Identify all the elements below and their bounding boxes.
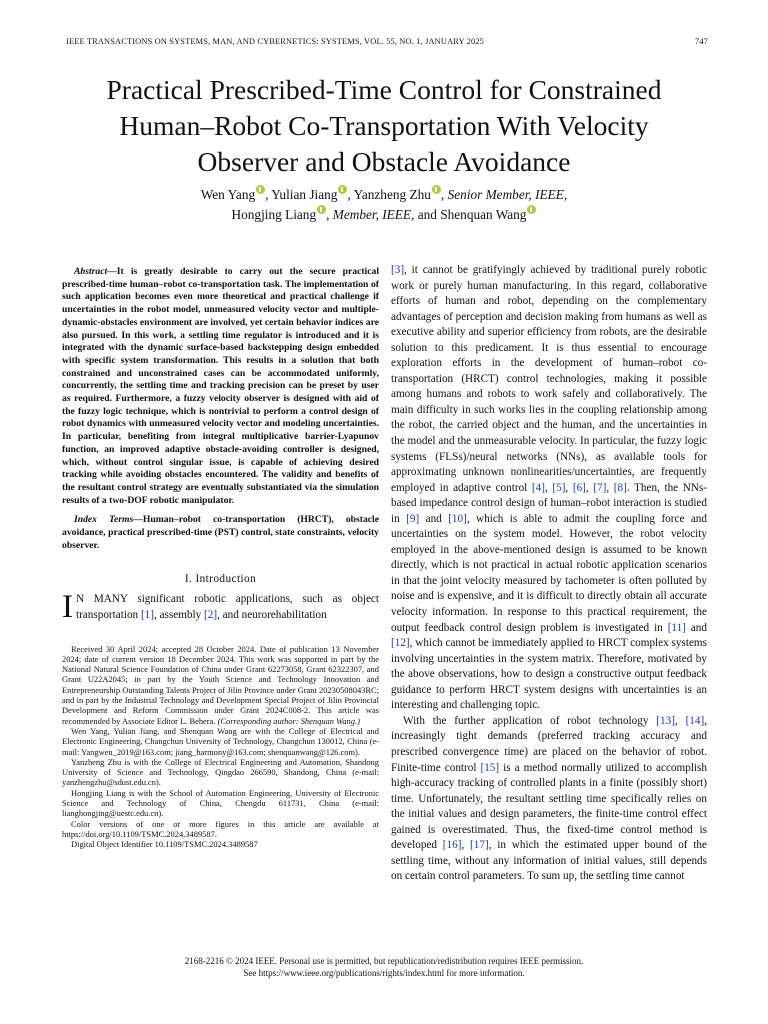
copyright-footer	[0, 955, 768, 979]
body-text: ,	[461, 839, 471, 852]
citation-link[interactable]: [16]	[442, 839, 462, 852]
author-name: Hongjing Liang	[231, 206, 317, 222]
footnotes	[62, 644, 379, 850]
running-header	[66, 37, 708, 46]
footnote-affiliation: Hongjing Liang is with the School of Automation Engineering, University of Electronic Science and Technology of China, Chengdu 611731, China (e-mail: lianghongjing@uestc.edu.cn).	[62, 787, 379, 819]
orcid-icon[interactable]	[527, 205, 536, 214]
abstract	[62, 266, 379, 507]
body-text: ,	[585, 481, 594, 494]
footnote-received: Received 30 April 2024; accepted 28 October 2024. Date of publication 13 November 2024; date of current version 18 December 2024. This work was supported in part by the National Natural Science Foundation of China under Grant 62273058, Grant 62322307, and Grant U22A2045; in part by the Youth Science and Technology Innovation and Entrepreneurship Outstanding Talents Project of Jilin Province under Grant 20230508043RC; and in part by the Industrial Technology and Development Special Project of Jilin Provincial Development and Reform Commission under Grant 2024C008-2. This article was recommended by Associate Editor L. Behera. (Corresponding author: Shenquan Wang.)	[62, 643, 379, 726]
author-name: Shenquan Wang	[440, 206, 527, 222]
citation-link[interactable]: [6]	[572, 481, 586, 494]
body-text: ,	[544, 481, 553, 494]
index-terms	[62, 514, 379, 552]
title-line-1: Practical Prescribed-Time Control for Constrained	[106, 74, 662, 105]
title-line-3: Observer and Obstacle Avoidance	[197, 146, 571, 177]
body-text: and	[685, 621, 707, 634]
body-text: , it cannot be gratifyingly achieved by traditional purely robotic work or purely human manufacturing. In this regard, collaborative efforts of human and robot, depending on the complementary advantages of perception and decision making from humans as well as executive ability and superior efficiency from robots, are the desirable solution to this predicament. It is thus essential to encourage exploration efforts in the development of human–robot co-transportation (HRCT) control technologies, making it possible among humans and robots to work safely and collaboratively. The main difficulty in such works lies in the coupling relationship among the robot, the carried object and the human, and the uncertainties in the model and the unmeasurable velocity. In particular, the fuzzy logic systems (FLSs)/neural networks (NNs), as available tools for approximating unknown nonlinearities/uncertainties, are frequently employed in adaptive control	[391, 264, 707, 494]
dropcap: I	[62, 589, 73, 626]
citation-link[interactable]: [1]	[140, 609, 154, 622]
author-name: Yulian Jiang	[271, 187, 338, 202]
right-column	[391, 263, 707, 885]
body-text: , which is able to admit the coupling force and uncertainties on the system model. However, the robot velocity employed in the above-mentioned design is assumed to be known directly, which is not practical in actual robotic application scenarios in that the joint velocity measured by tachometer is often polluted by noise and is expensive, and it is difficult to directly obtain all accurate velocity information. In response to this practical requirement, the output feedback control design problem is investigated in	[391, 512, 707, 634]
citation-link[interactable]: [5]	[552, 481, 566, 494]
author-list	[60, 185, 708, 224]
citation-link[interactable]: [14]	[685, 714, 705, 727]
citation-link[interactable]: [15]	[480, 761, 500, 774]
body-text: ,	[565, 481, 573, 494]
citation-link[interactable]: [11]	[667, 621, 686, 634]
body-text: and	[419, 512, 449, 525]
body-text: , which cannot be immediately applied to HRCT complex systems involving uncertainties in the system matrix. Therefore, motivated by the above observations, how to design a constructive output feedback guidance to perform HRCT system designs with uncertainties is an interesting and challenging topic.	[391, 637, 707, 712]
body-paragraph	[391, 714, 707, 885]
body-text: ,	[606, 481, 614, 494]
citation-link[interactable]: [9]	[406, 512, 420, 525]
author-line-2: Hongjing Liang , Member, IEEE, and Shenquan Wang	[60, 205, 708, 225]
footnote-color: Color versions of one or more figures in this article are available at https://doi.org/10.1109/TSMC.2024.3489587.	[62, 818, 379, 839]
author-role: Member, IEEE,	[332, 206, 415, 222]
orcid-icon[interactable]	[317, 205, 326, 214]
paper-title	[40, 72, 728, 180]
index-terms-label: Index Terms—	[74, 514, 143, 526]
copyright-line: 2168-2216 © 2024 IEEE. Personal use is permitted, but republication/redistribution requires IEEE permission.	[184, 956, 584, 966]
author-name: Yanzheng Zhu	[353, 187, 431, 202]
author-role: Senior Member, IEEE,	[447, 187, 568, 202]
citation-link[interactable]: [10]	[448, 512, 467, 525]
body-paragraph	[391, 263, 707, 714]
footnote-doi: Digital Object Identifier 10.1109/TSMC.2024.3489587	[71, 839, 258, 850]
author-line-1: Wen Yang , Yulian Jiang , Yanzheng Zhu , Senior Member, IEEE,	[200, 187, 568, 202]
citation-link[interactable]: [8]	[613, 481, 627, 494]
section-heading: I. Introduction	[184, 573, 257, 586]
body-text: is a method normally utilized to accomplish high-accuracy tracking of controlled plants in a finite (possibly short) time. Unfortunately, the resultant settling time specifically relies on the initial values and design parameters, the finite-time control effect gained is overestimated. Thus, the fixed-time control method is developed	[391, 761, 707, 852]
citation-link[interactable]: [13]	[656, 714, 675, 727]
rights-line: See https://www.ieee.org/publications/rights/index.html for more information.	[243, 968, 525, 978]
index-terms-text: Human–robot co-transportation (HRCT), obstacle avoidance, practical prescribed-time (PST) control, state constraints, velocity observer.	[62, 514, 379, 551]
citation-link[interactable]: [2]	[204, 609, 218, 622]
left-column	[62, 266, 379, 850]
citation-link[interactable]: [3]	[391, 264, 405, 276]
page-number: 747	[694, 37, 708, 46]
title-line-2: Human–Robot Co-Transportation With Velocity	[119, 110, 649, 141]
intro-paragraph: I N MANY significant robotic applications, such as object transportation [1], assembly [2], and neurorehabilitation	[62, 589, 379, 626]
corresponding-author: (Corresponding author: Shenquan Wang.)	[217, 715, 360, 726]
citation-link[interactable]: [7]	[593, 481, 607, 494]
citation-link[interactable]: [12]	[391, 637, 410, 650]
footnote-affiliation: Wen Yang, Yulian Jiang, and Shenquan Wang are with the College of Electrical and Electronic Engineering, Changchun University of Technology, Changchun 130012, China (e-mail: Yangwen_2019@163.com; jiang_harmony@163.com; shenquanwang@126.com).	[62, 725, 379, 757]
body-text: . Then, the NNs-based impedance control design of human–robot interaction is studied in	[391, 481, 707, 525]
body-text: , increasingly tight demands (preferred tracking accuracy and prescribed convergence time) are placed on the behavior of robot. Finite-time control	[391, 714, 707, 774]
citation-link[interactable]: [4]	[531, 481, 545, 494]
body-text: With the further application of robot technology	[403, 714, 657, 727]
author-name: Wen Yang	[200, 187, 256, 202]
abstract-label: Abstract—	[74, 266, 117, 277]
journal-name: IEEE TRANSACTIONS ON SYSTEMS, MAN, AND CYBERNETICS: SYSTEMS, VOL. 55, NO. 1, JANUARY 2025	[66, 37, 485, 46]
orcid-icon[interactable]	[256, 185, 265, 194]
footnote-affiliation: Yanzheng Zhu is with the College of Electrical Engineering and Automation, Shandong University of Science and Technology, Qingdao 266590, Shandong, China (e-mail: yanzhengzhu@sdust.edu.cn).	[62, 756, 379, 788]
body-text: , in which the estimated upper bound of the settling time, without any information of initial values, still depends on certain control parameters. To sum up, the settling time cannot	[391, 839, 707, 883]
orcid-icon[interactable]	[432, 185, 441, 194]
citation-link[interactable]: [17]	[470, 839, 489, 852]
body-text: ,	[674, 714, 686, 727]
abstract-text: It is greatly desirable to carry out the secure practical prescribed-time human–robot co-transportation task. The implementation of such application becomes even more theoretical and practical challenge if uncertainties in the robot model, unmeasured velocity vector and multiple-dynamic-obstacles environment are involved, yet certain behavior indices are also pursued. In this work, a settling time regulator is introduced and it is integrated with the dynamic surface-based backstepping design embedded with specific system transformation. This results in a solution that both constrained and unconstrained cases can be accommodated uniformly, concurrently, the settling time and tracking precision can be preset by user as required. Furthermore, a fuzzy velocity observer is designed with aid of the fuzzy logic technique, which is nontrivial to perform a control design of robot dynamics with unmeasured velocity vector and modeling uncertainties. In particular, benefiting from integral multiplicative barrier-Lyapunov function, an improved adaptive obstacle-avoiding controller is designed, which, without control singular issue, is capable of achieving desired tracking while avoiding obstacles encountered. The validity and benefits of the resultant control strategy are eventually substantiated via the simulation results of a two-DOF robotic manipulator.	[62, 266, 379, 506]
and-text: and	[417, 206, 437, 222]
